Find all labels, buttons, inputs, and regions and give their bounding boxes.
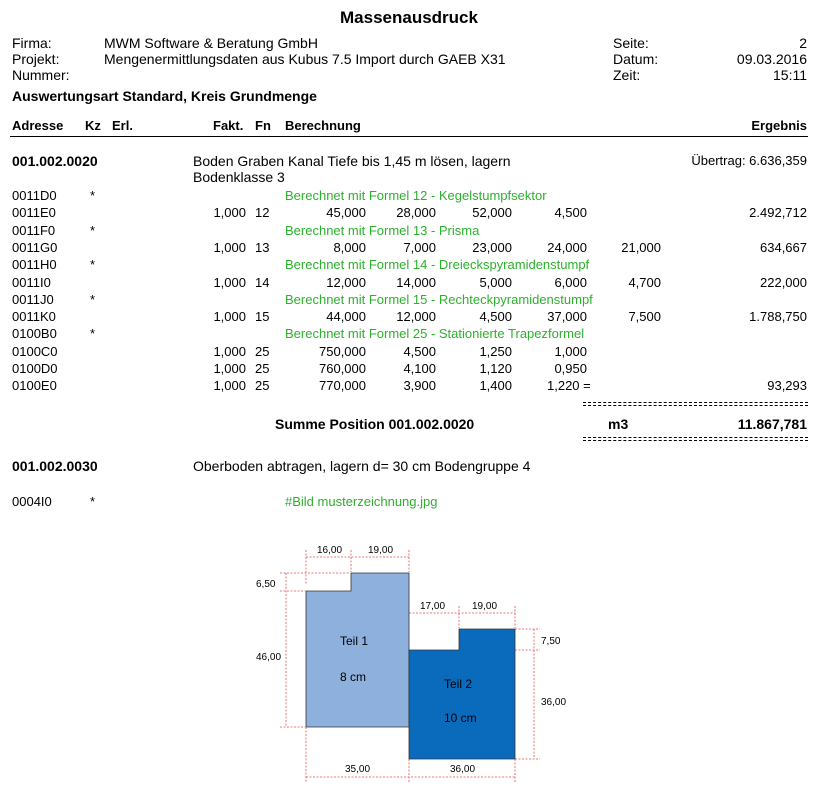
row-fn: 12	[255, 205, 270, 220]
row-address: 0011I0	[12, 275, 51, 290]
row-value: 37,000	[547, 309, 587, 324]
row-value: 750,000	[319, 344, 366, 359]
summe-value: 11.867,781	[737, 416, 807, 432]
row-value: 12,000	[326, 275, 366, 290]
row-result: 2.492,712	[749, 205, 807, 220]
zeit-value: 15:11	[773, 67, 807, 83]
row-value: 1,000	[554, 344, 587, 359]
row-value: 6,000	[554, 275, 587, 290]
image-reference: #Bild musterzeichnung.jpg	[285, 494, 438, 509]
dim-46: 46,00	[256, 652, 282, 663]
row-address: 0011F0	[12, 223, 56, 238]
row-result: 1.788,750	[749, 309, 807, 324]
row-value: 21,000	[621, 240, 661, 255]
row-value: 24,000	[547, 240, 587, 255]
row-fn: 14	[255, 275, 270, 290]
row-factor: 1,000	[213, 378, 246, 393]
dim-19-right: 19,00	[472, 601, 498, 612]
row-value: 1,250	[479, 344, 512, 359]
row-kz: *	[90, 494, 96, 509]
dim-16: 16,00	[317, 545, 343, 556]
row-value: 4,500	[554, 205, 587, 220]
row-address: 0100B0	[12, 326, 57, 341]
row-value: 770,000	[319, 378, 366, 393]
row-address: 0004I0	[12, 494, 52, 509]
col-fakt: Fakt.	[213, 118, 244, 133]
datum-label: Datum:	[613, 51, 659, 67]
zeit-label: Zeit:	[613, 67, 641, 83]
col-fn: Fn	[255, 118, 271, 133]
col-erl: Erl.	[112, 118, 133, 133]
row-result: 222,000	[760, 275, 807, 290]
col-adresse: Adresse	[12, 118, 64, 133]
row-factor: 1,000	[213, 344, 246, 359]
row-value: 4,500	[479, 309, 512, 324]
position-number-2: 001.002.0030	[12, 458, 98, 474]
row-value: 4,700	[628, 275, 661, 290]
row-result: 93,293	[767, 378, 807, 393]
projekt-value: Mengenermittlungsdaten aus Kubus 7.5 Import durch GAEB X31	[104, 51, 506, 67]
row-value: 0,950	[554, 361, 587, 376]
summe-unit: m3	[608, 416, 629, 432]
row-address: 0011H0	[12, 257, 57, 272]
row-value: 3,900	[403, 378, 436, 393]
row-result: 634,667	[760, 240, 807, 255]
col-ergebnis: Ergebnis	[751, 118, 807, 133]
row-address: 0011D0	[12, 188, 57, 203]
teil-1-thickness: 8 cm	[340, 670, 367, 684]
row-value: 28,000	[396, 205, 436, 220]
position-text-2: Bodenklasse 3	[193, 169, 285, 185]
row-factor: 1,000	[213, 309, 246, 324]
row-fn: 25	[255, 378, 270, 393]
page-title: Massenausdruck	[340, 8, 478, 27]
row-address: 0011J0	[12, 292, 54, 307]
row-fn: 15	[255, 309, 270, 324]
row-factor: 1,000	[213, 361, 246, 376]
row-factor: 1,000	[213, 240, 246, 255]
formula-note: Berechnet mit Formel 14 - Dreieckspyramidenstumpf	[285, 257, 590, 272]
formula-note: Berechnet mit Formel 15 - Rechteckpyramidenstumpf	[285, 292, 593, 307]
dim-17: 17,00	[420, 601, 446, 612]
row-value: 5,000	[479, 275, 512, 290]
nummer-label: Nummer:	[12, 67, 70, 83]
firma-value: MWM Software & Beratung GmbH	[104, 35, 318, 51]
row-fn: 25	[255, 361, 270, 376]
uebertrag: Übertrag: 6.636,359	[691, 153, 807, 168]
row-value: 4,500	[403, 344, 436, 359]
row-value: 7,500	[628, 309, 661, 324]
formula-note: Berechnet mit Formel 13 - Prisma	[285, 223, 480, 238]
seite-label: Seite:	[613, 35, 649, 51]
row-value: 8,000	[333, 240, 366, 255]
formula-note: Berechnet mit Formel 12 - Kegelstumpfsektor	[285, 188, 547, 203]
row-address: 0011K0	[12, 309, 56, 324]
dim-35: 35,00	[345, 764, 371, 775]
dim-36-vertical: 36,00	[541, 697, 567, 708]
row-fn: 13	[255, 240, 270, 255]
row-value: 45,000	[326, 205, 366, 220]
row-address: 0011G0	[12, 240, 58, 255]
position-number: 001.002.0020	[12, 153, 98, 169]
row-value: 1,400	[479, 378, 512, 393]
datum-value: 09.03.2016	[736, 51, 807, 67]
dim-7-50: 7,50	[541, 636, 561, 647]
firma-label: Firma:	[12, 35, 52, 51]
teil-1-label: Teil 1	[340, 634, 369, 648]
summe-label: Summe Position 001.002.0020	[275, 416, 475, 432]
seite-value: 2	[799, 35, 807, 51]
row-value: 12,000	[396, 309, 436, 324]
dim-36-horizontal: 36,00	[450, 764, 476, 775]
row-address: 0100E0	[12, 378, 57, 393]
row-fn: 25	[255, 344, 270, 359]
projekt-label: Projekt:	[12, 51, 60, 67]
dim-19-top: 19,00	[368, 545, 394, 556]
formula-note: Berechnet mit Formel 25 - Stationierte Trapezformel	[285, 326, 585, 341]
row-factor: 1,000	[213, 275, 246, 290]
teil-2-thickness: 10 cm	[444, 711, 477, 725]
row-value: 4,100	[403, 361, 436, 376]
dim-6-50: 6,50	[256, 579, 276, 590]
row-address: 0100D0	[12, 361, 58, 376]
row-value: 760,000	[319, 361, 366, 376]
row-kz: *	[90, 326, 96, 341]
row-value: 1,220 =	[547, 378, 591, 393]
row-value: 1,120	[479, 361, 512, 376]
row-value: 14,000	[396, 275, 436, 290]
row-address: 0100C0	[12, 344, 58, 359]
row-kz: *	[90, 292, 96, 307]
teil-2-label: Teil 2	[444, 677, 473, 691]
auswertungsart: Auswertungsart Standard, Kreis Grundmenge	[12, 88, 317, 104]
row-factor: 1,000	[213, 205, 246, 220]
row-kz: *	[90, 223, 96, 238]
row-value: 52,000	[472, 205, 512, 220]
col-berechnung: Berechnung	[285, 118, 361, 133]
position-text: Boden Graben Kanal Tiefe bis 1,45 m lösen, lagern	[193, 153, 511, 169]
row-value: 23,000	[472, 240, 512, 255]
row-address: 0011E0	[12, 205, 56, 220]
row-kz: *	[90, 188, 96, 203]
position-text-3: Oberboden abtragen, lagern d= 30 cm Bodengruppe 4	[193, 458, 531, 474]
teil-1-shape	[306, 573, 409, 727]
row-value: 44,000	[326, 309, 366, 324]
row-value: 7,000	[403, 240, 436, 255]
row-kz: *	[90, 257, 96, 272]
teil-2-shape	[409, 629, 515, 759]
col-kz: Kz	[85, 118, 101, 133]
